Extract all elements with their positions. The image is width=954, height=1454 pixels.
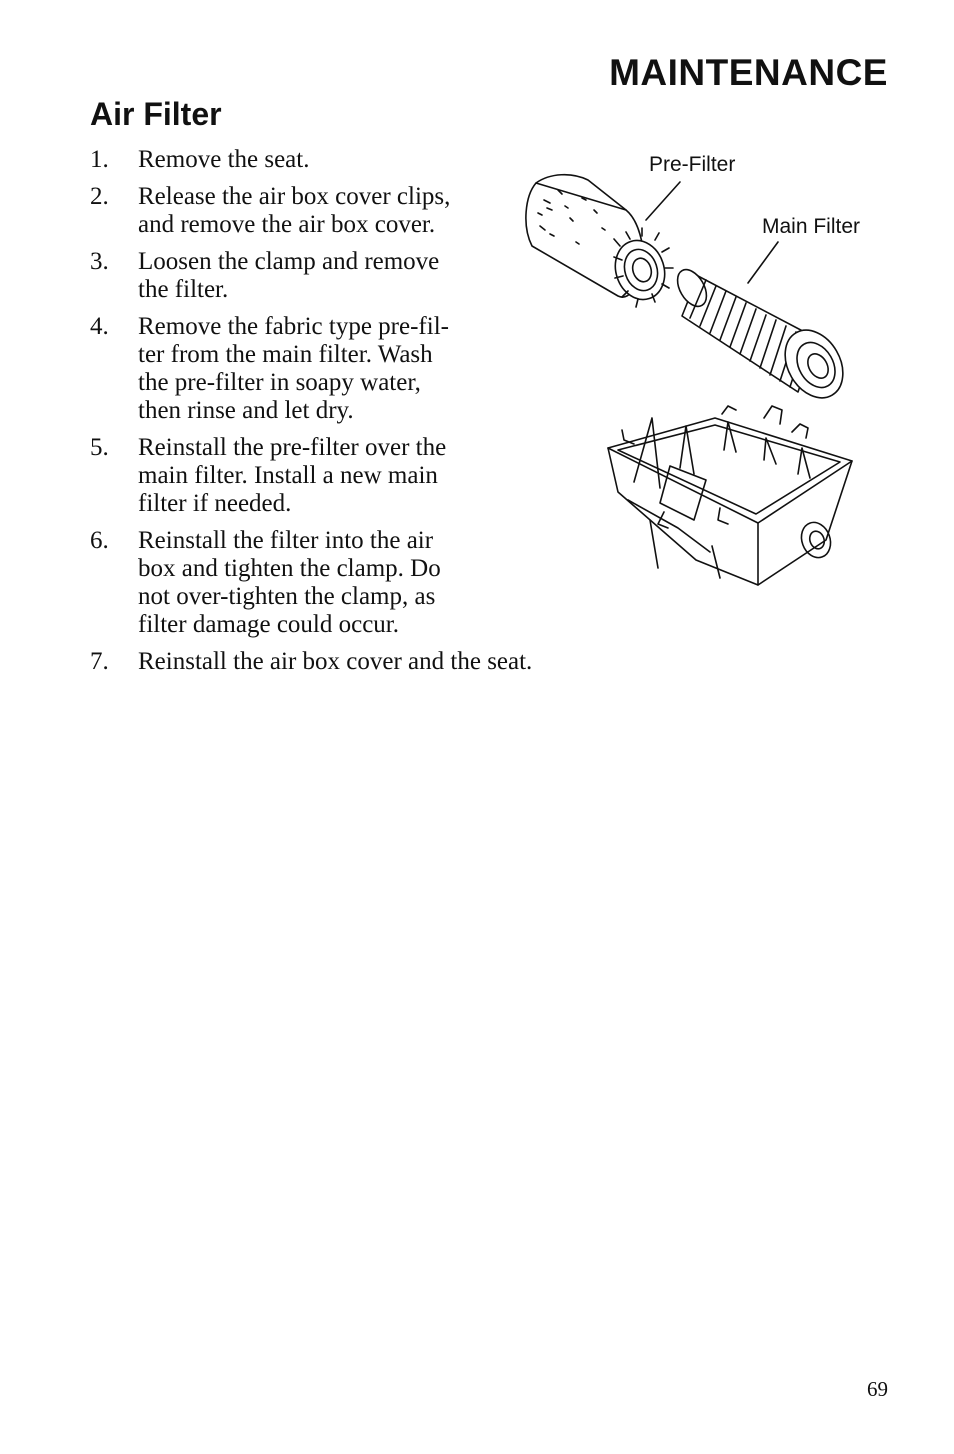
step-number: 3. — [90, 248, 109, 275]
step-text: Reinstall the air box cover and the seat. — [138, 648, 533, 675]
air-filter-diagram — [510, 148, 890, 593]
step-text: Loosen the clamp and remove the filter. — [138, 248, 440, 303]
step-number: 7. — [90, 648, 109, 675]
page-number: 69 — [867, 1377, 888, 1401]
step-number: 1. — [90, 146, 109, 173]
step-text: Reinstall the filter into the air box and tighten the clamp. Do not over-tighten the clamp, as filter damage could occur. — [138, 527, 441, 638]
step-text: Reinstall the pre-filter over the main filter. Install a new main filter if needed. — [138, 434, 447, 517]
main-filter-icon — [672, 265, 855, 408]
step-number: 4. — [90, 313, 109, 340]
pre-filter-icon — [526, 175, 673, 307]
section-title: MAINTENANCE — [609, 52, 888, 93]
step-number: 2. — [90, 183, 109, 210]
main-filter-label: Main Filter — [762, 215, 861, 238]
step-text: Remove the fabric type pre-fil- ter from the main filter. Wash the pre-filter in soapy water, then rinse and let dry. — [138, 313, 449, 424]
step-text: Release the air box cover clips, and remove the air box cover. — [138, 183, 451, 238]
main-filter-leader-line — [748, 242, 778, 283]
air-box-icon — [608, 406, 852, 585]
step-number: 6. — [90, 527, 109, 554]
pre-filter-label: Pre-Filter — [649, 153, 736, 176]
page-title: Air Filter — [90, 96, 222, 132]
step-number: 5. — [90, 434, 109, 461]
step-text: Remove the seat. — [138, 146, 310, 173]
air-filter-illustration — [510, 148, 890, 593]
pre-filter-leader-line — [646, 182, 680, 220]
list-item — [90, 648, 590, 676]
